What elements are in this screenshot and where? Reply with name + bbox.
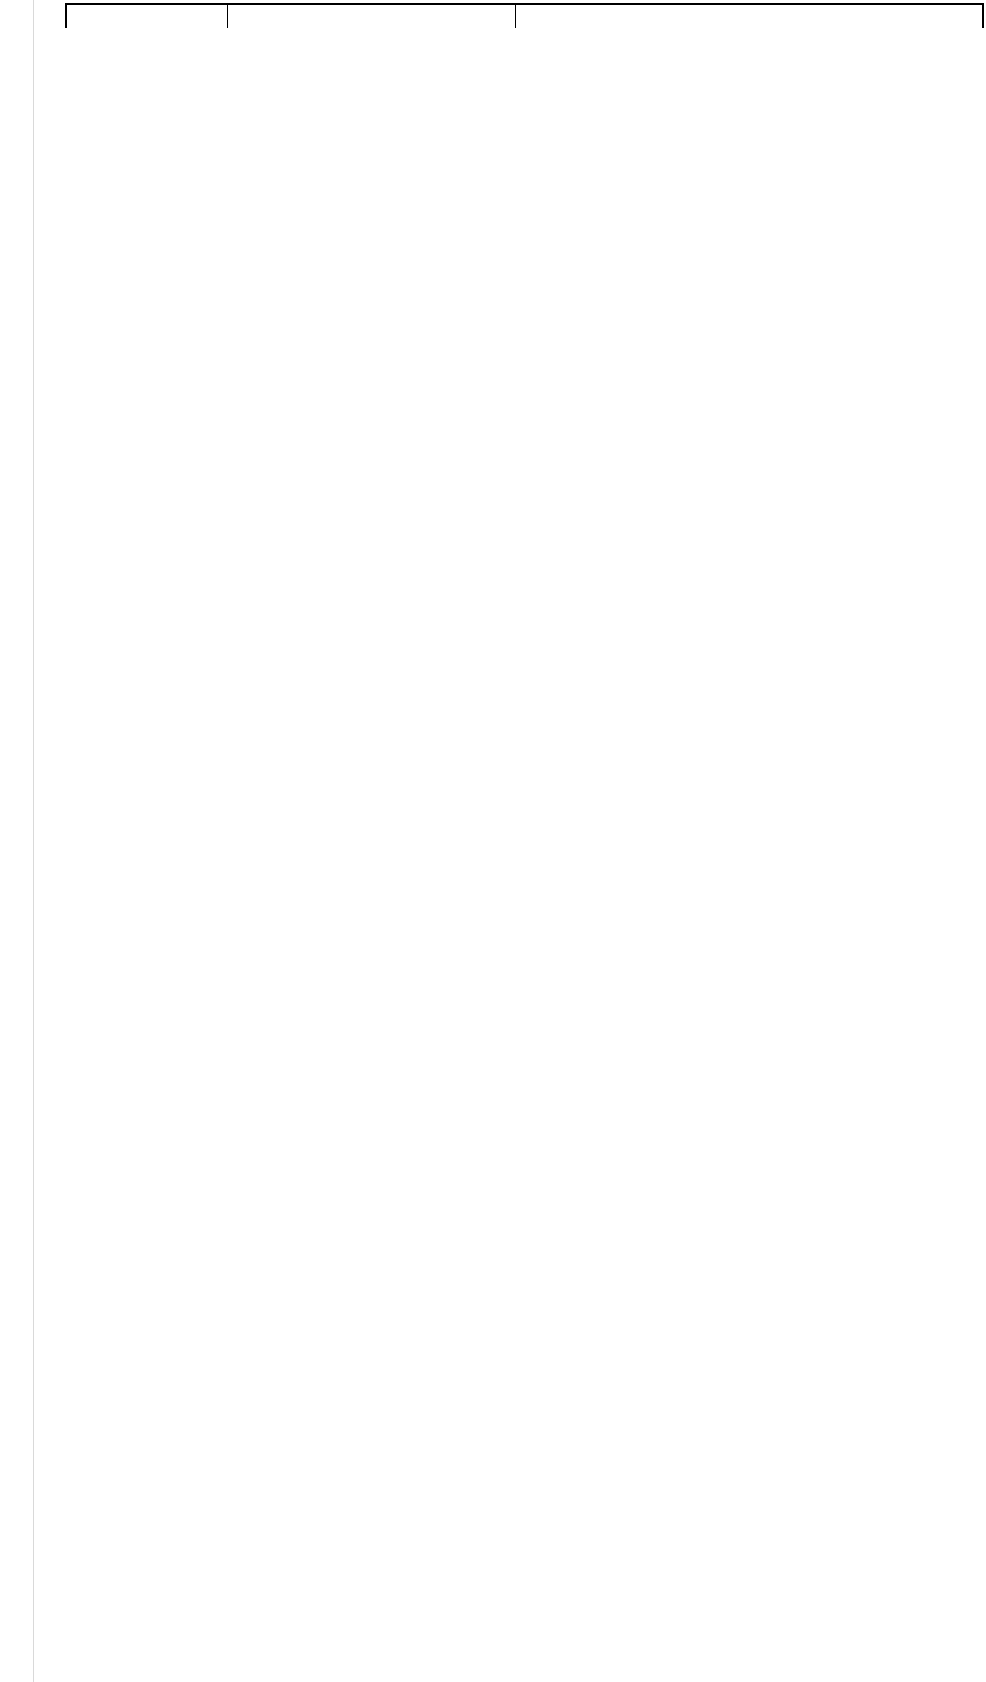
header-week-cell[interactable]: [67, 5, 227, 28]
table-header-row: [65, 3, 984, 28]
gridline: [33, 0, 34, 1682]
header-test-group-1-cell[interactable]: [227, 5, 515, 28]
header-test-group-2-cell[interactable]: [515, 5, 982, 28]
